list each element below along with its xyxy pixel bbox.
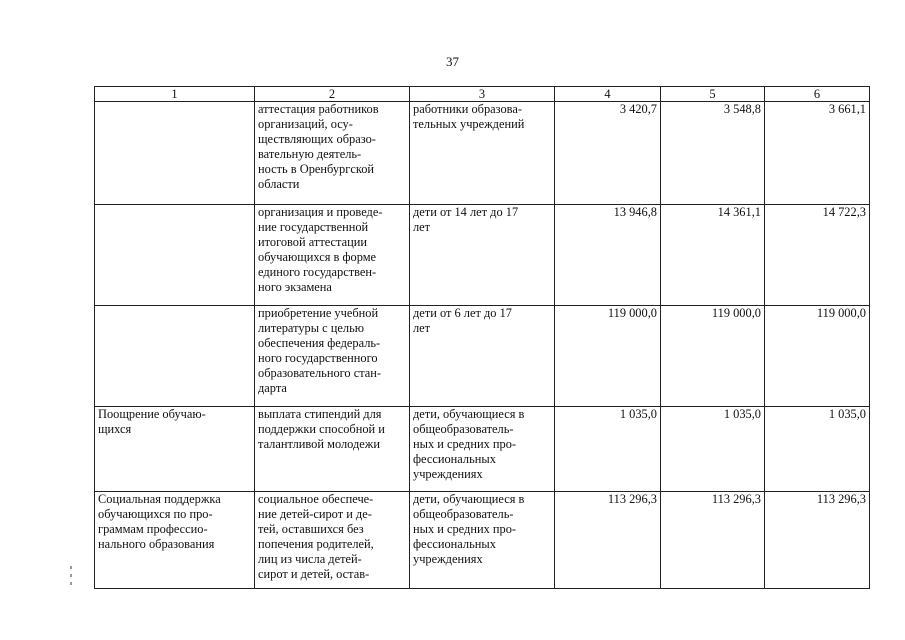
scan-artifact — [70, 566, 72, 569]
table-cell-col2 — [255, 492, 410, 589]
table-cell-col1 — [95, 102, 255, 205]
cell-text-line: выплата стипендий для — [258, 407, 382, 421]
table-header-row — [95, 87, 870, 102]
column-header: 5 — [661, 87, 765, 102]
cell-text-line: аттестация работников — [258, 102, 379, 116]
table-cell-col4-value: 13 946,8 — [555, 205, 661, 306]
table-cell-col5-value: 3 548,8 — [661, 102, 765, 205]
cell-text-line: ществляющих образо- — [258, 132, 376, 146]
cell-text-line: сирот и детей, остав- — [258, 567, 370, 581]
cell-text-line: тельных учреждений — [413, 117, 525, 131]
table-cell-col3 — [410, 306, 555, 407]
cell-text-line: ние детей-сирот и де- — [258, 507, 372, 521]
cell-text-line: дети от 14 лет до 17 — [413, 205, 519, 219]
cell-text-line: обучающихся в форме — [258, 250, 377, 264]
cell-text-line: фессиональных — [413, 452, 496, 466]
cell-text-line: граммам профессио- — [98, 522, 208, 536]
table-cell-col6-value: 14 722,3 — [765, 205, 870, 306]
cell-text-line: дарта — [258, 381, 287, 395]
cell-text-line: Социальная поддержка — [98, 492, 221, 506]
cell-text-line: организация и проведе- — [258, 205, 383, 219]
table-cell-col6-value: 1 035,0 — [765, 407, 870, 492]
cell-text-line: приобретение учебной — [258, 306, 379, 320]
cell-text-line: ных и средних про- — [413, 522, 517, 536]
table-cell-col1 — [95, 492, 255, 589]
table-cell-col3 — [410, 407, 555, 492]
cell-text-line: итоговой аттестации — [258, 235, 368, 249]
column-header: 3 — [410, 87, 555, 102]
table-cell-col4-value: 1 035,0 — [555, 407, 661, 492]
table-cell-col6-value: 113 296,3 — [765, 492, 870, 589]
table-cell-col4-value: 3 420,7 — [555, 102, 661, 205]
cell-text-line: литературы с целью — [258, 321, 364, 335]
cell-text-line: обучающихся по про- — [98, 507, 213, 521]
table-cell-col1 — [95, 306, 255, 407]
cell-text-line: ного государственного — [258, 351, 378, 365]
scan-artifact — [70, 582, 72, 585]
table-cell-col6-value: 119 000,0 — [765, 306, 870, 407]
column-header: 4 — [555, 87, 661, 102]
cell-text-line: дети от 6 лет до 17 — [413, 306, 512, 320]
scan-artifact — [70, 574, 72, 577]
table-cell-col2 — [255, 306, 410, 407]
cell-text-line: ность в Оренбургской — [258, 162, 375, 176]
cell-text-line: учреждениях — [413, 552, 483, 566]
cell-text-line: дети, обучающиеся в — [413, 492, 525, 506]
column-header: 2 — [255, 87, 410, 102]
cell-text-line: области — [258, 177, 300, 191]
page-number: 37 — [446, 54, 459, 69]
table-cell-col1 — [95, 407, 255, 492]
cell-text-line: лиц из числа детей- — [258, 552, 362, 566]
table-cell-col3 — [410, 492, 555, 589]
table-cell-col5-value: 1 035,0 — [661, 407, 765, 492]
cell-text-line: щихся — [98, 422, 132, 436]
table-cell-col4-value: 119 000,0 — [555, 306, 661, 407]
table-row — [95, 306, 870, 407]
cell-text-line: лет — [413, 220, 431, 234]
cell-text-line: социальное обеспече- — [258, 492, 374, 506]
cell-text-line: единого государствен- — [258, 265, 377, 279]
budget-table — [94, 86, 870, 589]
cell-text-line: дети, обучающиеся в — [413, 407, 525, 421]
table-cell-col5-value: 14 361,1 — [661, 205, 765, 306]
cell-text-line: нального образования — [98, 537, 215, 551]
cell-text-line: ного экзамена — [258, 280, 332, 294]
table-cell-col2 — [255, 407, 410, 492]
table-cell-col6-value: 3 661,1 — [765, 102, 870, 205]
cell-text-line: общеобразователь- — [413, 507, 514, 521]
column-header: 6 — [765, 87, 870, 102]
cell-text-line: работники образова- — [413, 102, 522, 116]
table-cell-col5-value: 113 296,3 — [661, 492, 765, 589]
cell-text-line: учреждениях — [413, 467, 483, 481]
cell-text-line: поддержки способной и — [258, 422, 385, 436]
cell-text-line: попечения родителей, — [258, 537, 374, 551]
cell-text-line: вательную деятель- — [258, 147, 362, 161]
column-header: 1 — [95, 87, 255, 102]
table-cell-col2 — [255, 102, 410, 205]
cell-text-line: ние государственной — [258, 220, 369, 234]
cell-text-line: ных и средних про- — [413, 437, 517, 451]
cell-text-line: образовательного стан- — [258, 366, 382, 380]
cell-text-line: обеспечения федераль- — [258, 336, 381, 350]
table-cell-col3 — [410, 205, 555, 306]
cell-text-line: лет — [413, 321, 431, 335]
table-row — [95, 102, 870, 205]
cell-text-line: Поощрение обучаю- — [98, 407, 206, 421]
table-cell-col2 — [255, 205, 410, 306]
cell-text-line: талантливой молодежи — [258, 437, 380, 451]
cell-text-line: тей, оставшихся без — [258, 522, 364, 536]
table-cell-col3 — [410, 102, 555, 205]
table-cell-col5-value: 119 000,0 — [661, 306, 765, 407]
cell-text-line: организаций, осу- — [258, 117, 353, 131]
table-cell-col4-value: 113 296,3 — [555, 492, 661, 589]
cell-text-line: общеобразователь- — [413, 422, 514, 436]
table-row — [95, 407, 870, 492]
table-row — [95, 492, 870, 589]
table-row — [95, 205, 870, 306]
cell-text-line: фессиональных — [413, 537, 496, 551]
table-cell-col1 — [95, 205, 255, 306]
